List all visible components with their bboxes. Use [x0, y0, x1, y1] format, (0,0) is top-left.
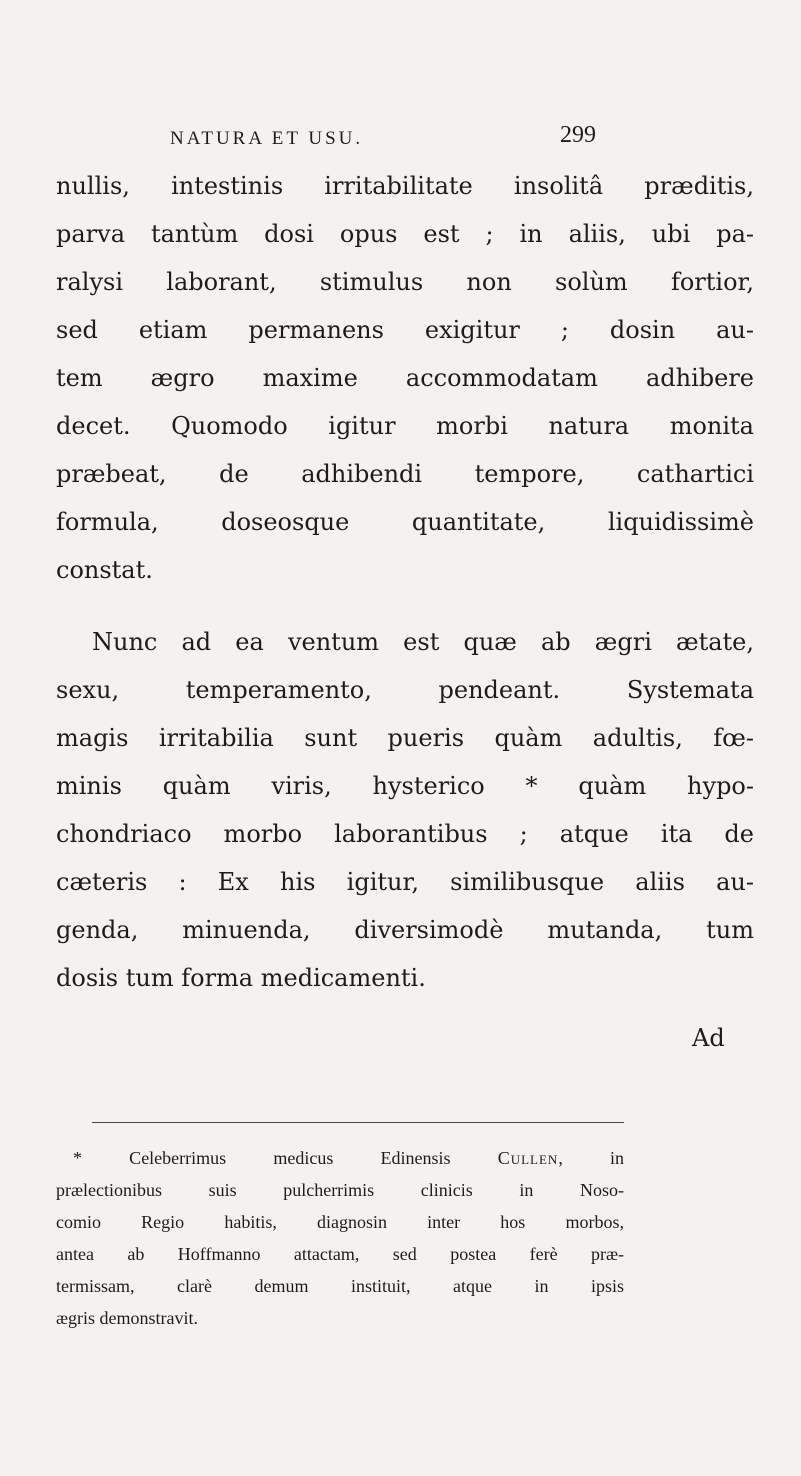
text-line: decet. Quomodo igitur morbi natura monita: [56, 412, 754, 440]
text-line: dosis tum forma medicamenti.: [56, 964, 426, 992]
footnote-line: termissam, clarè demum instituit, atque in ipsis: [56, 1276, 624, 1296]
running-header-title: NATURA ET USU.: [170, 128, 364, 149]
text-line: chondriaco morbo laborantibus ; atque ita de: [56, 820, 754, 848]
footnote-line: prælectionibus suis pulcherrimis clinicis in Noso-: [56, 1180, 624, 1200]
footnote-text: * Celeberrimus medicus Edinensis: [73, 1148, 498, 1168]
footnote-line: [73, 1148, 624, 1169]
text-line: magis irritabilia sunt pueris quàm adultis, fœ-: [56, 724, 754, 752]
text-line: genda, minuenda, diversimodè mutanda, tum: [56, 916, 754, 944]
footnote-text: , in: [558, 1148, 624, 1168]
text-line: sexu, temperamento, pendeant. Systemata: [56, 676, 754, 704]
footnote-line: antea ab Hoffmanno attactam, sed postea ferè præ-: [56, 1244, 624, 1264]
text-line: cæteris : Ex his igitur, similibusque aliis au-: [56, 868, 754, 896]
text-line: parva tantùm dosi opus est ; in aliis, ubi pa-: [56, 220, 754, 248]
text-line: constat.: [56, 556, 153, 584]
text-line: præbeat, de adhibendi tempore, cathartici: [56, 460, 754, 488]
text-line: Nunc ad ea ventum est quæ ab ægri ætate,: [92, 628, 754, 656]
text-line: minis quàm viris, hysterico * quàm hypo-: [56, 772, 754, 800]
footnote-line: ægris demonstravit.: [56, 1308, 198, 1328]
footnote-divider: [92, 1122, 624, 1123]
footnote-author-name: Cullen: [497, 1148, 559, 1168]
text-line: formula, doseosque quantitate, liquidissimè: [56, 508, 754, 536]
footnote-line: comio Regio habitis, diagnosin inter hos morbos,: [56, 1212, 624, 1232]
catchword: Ad: [692, 1024, 725, 1052]
page-number: 299: [560, 122, 596, 148]
text-line: sed etiam permanens exigitur ; dosin au-: [56, 316, 754, 344]
text-line: ralysi laborant, stimulus non solùm fortior,: [56, 268, 754, 296]
text-line: nullis, intestinis irritabilitate insolitâ præditis,: [56, 172, 754, 200]
text-line: tem ægro maxime accommodatam adhibere: [56, 364, 754, 392]
